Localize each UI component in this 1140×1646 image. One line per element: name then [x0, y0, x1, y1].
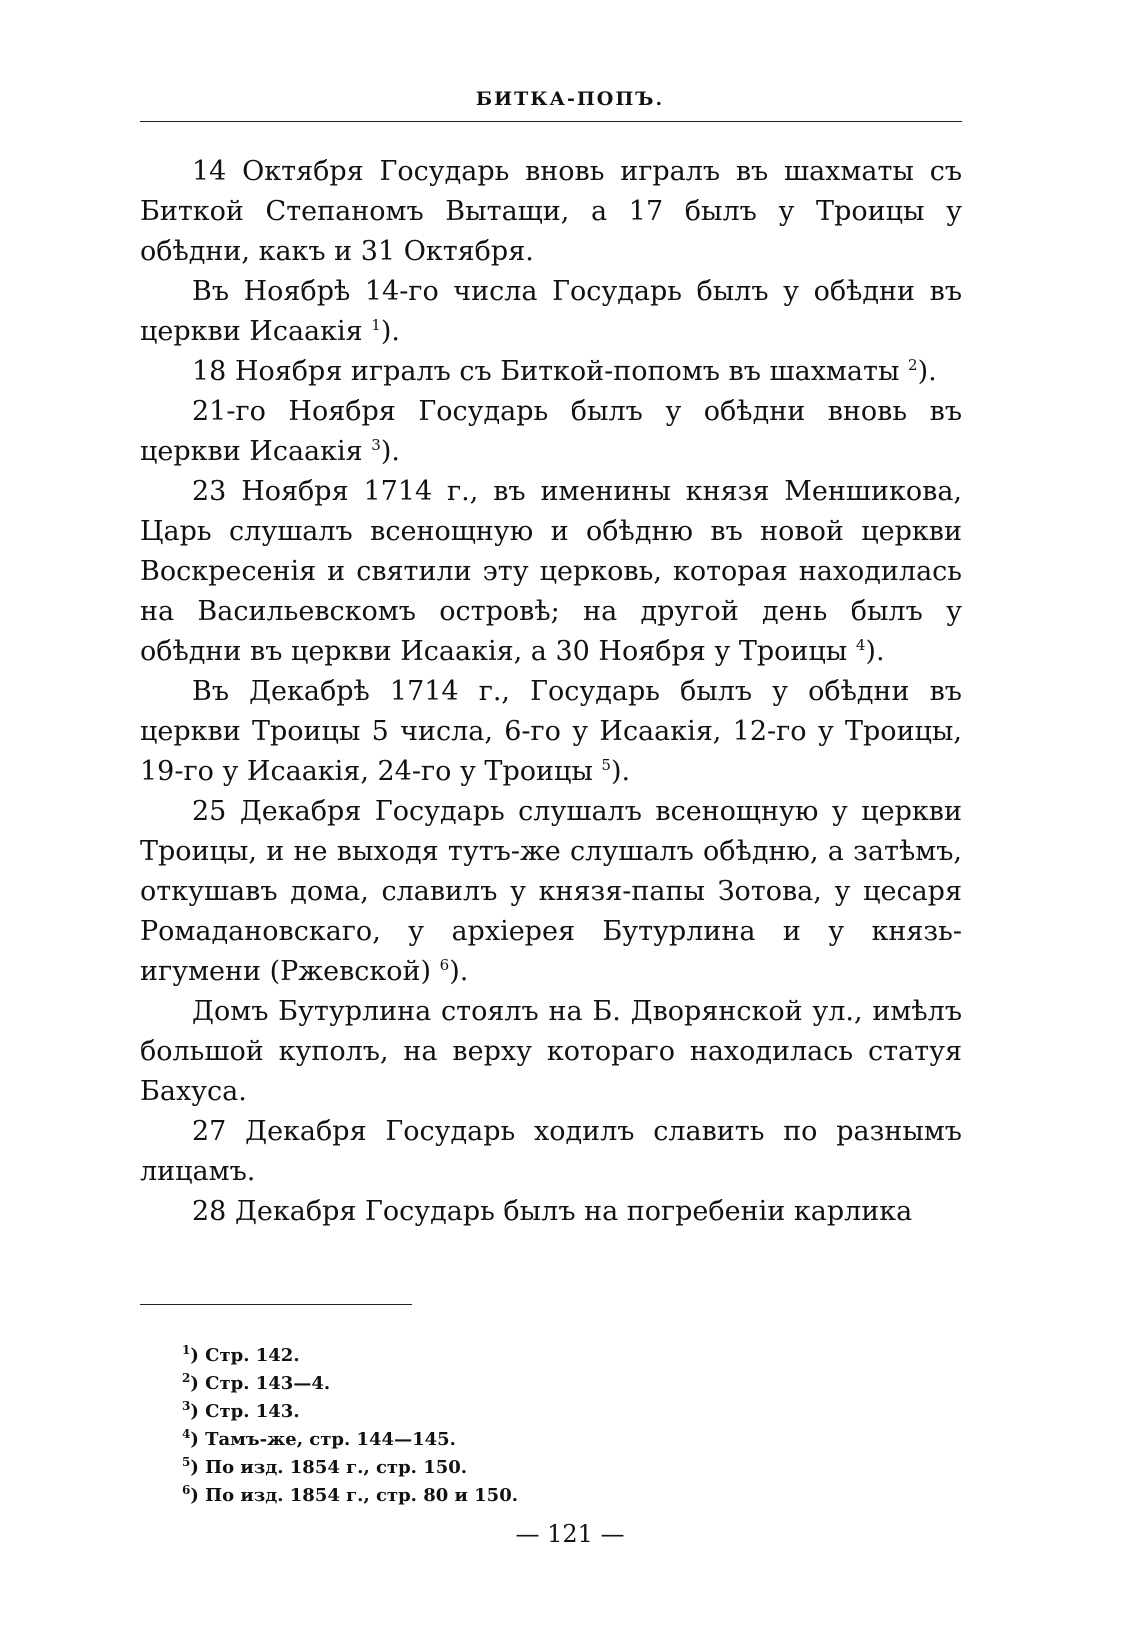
paragraph: [140, 672, 962, 792]
paragraph-text: Домъ Бутурлина стоялъ на Б. Дворянской ул., имѣлъ большой куполъ, на верху котораго находилась статуя Бахуса.: [140, 996, 962, 1107]
paragraph-text: Въ Ноябрѣ 14-го числа Государь былъ у обѣдни въ церкви Исаакія: [140, 276, 962, 347]
footnote: [182, 1454, 518, 1482]
paragraph-text: ).: [917, 356, 937, 387]
paragraph-text: 27 Декабря Государь ходилъ славить по разнымъ лицамъ.: [140, 1116, 962, 1187]
paragraph-text: ).: [449, 956, 469, 987]
paragraph: [140, 792, 962, 992]
footnote: [182, 1370, 518, 1398]
paragraph: [140, 152, 962, 272]
paragraph-text: 23 Ноября 1714 г., въ именины князя Меншикова, Царь слушалъ всенощную и обѣдню въ новой церкви Воскресенія и святили эту церковь, которая находилась на Васильевскомъ островѣ; на другой день былъ у обѣдни въ церкви Исаакія, а 30 Ноября у Троицы: [140, 476, 962, 667]
paragraph: [140, 1112, 962, 1192]
paragraph: [140, 352, 962, 392]
paragraph-text: 18 Ноября игралъ съ Биткой-попомъ въ шахматы: [192, 356, 909, 387]
footnote-mark: 5: [182, 1455, 191, 1469]
paragraph-text: 28 Декабря Государь былъ на погребеніи карлика: [192, 1196, 913, 1227]
footnote-mark: 3: [182, 1399, 191, 1413]
footnote: [182, 1342, 518, 1370]
footnote-reference: 3: [371, 436, 381, 454]
paragraph-text: 21-го Ноября Государь былъ у обѣдни вновь въ церкви Исаакія: [140, 396, 962, 467]
footnote-text: ) По изд. 1854 г., стр. 150.: [190, 1457, 468, 1478]
paragraph: [140, 392, 962, 472]
paragraph: [140, 1192, 962, 1232]
footnote-text: ) По изд. 1854 г., стр. 80 и 150.: [190, 1485, 518, 1506]
paragraph: [140, 992, 962, 1112]
paragraph-text: ).: [865, 636, 885, 667]
paragraph: [140, 472, 962, 672]
paragraph-text: ).: [610, 756, 631, 787]
footnote-reference: 1: [371, 316, 381, 334]
footnote-text: ) Стр. 143.: [190, 1401, 300, 1422]
footnote: [182, 1482, 518, 1510]
footnote-text: ) Тамъ-же, стр. 144—145.: [190, 1429, 456, 1450]
footnote-mark: 6: [182, 1483, 191, 1497]
footnote-mark: 4: [182, 1427, 191, 1441]
paragraph-text: ).: [380, 436, 400, 467]
page-header: БИТКА-ПОПЪ.: [475, 88, 665, 110]
paragraph-text: 14 Октября Государь вновь игралъ въ шахматы съ Биткой Степаномъ Вытащи, а 17 былъ у Троицы у обѣдни, какъ и 31 Октября.: [140, 156, 962, 267]
footnote-reference: 2: [908, 356, 918, 374]
paragraph-text: ).: [380, 316, 400, 347]
footnote-mark: 2: [182, 1371, 191, 1385]
footnotes: [182, 1342, 518, 1510]
footnote: [182, 1426, 518, 1454]
footnote-reference: 4: [855, 636, 866, 654]
footnote-text: ) Стр. 143—4.: [190, 1373, 331, 1394]
footnote-text: ) Стр. 142.: [190, 1345, 300, 1366]
footnote-reference: 5: [601, 756, 611, 774]
paragraph-text: Въ Декабрѣ 1714 г., Государь былъ у обѣдни въ церкви Троицы 5 числа, 6-го у Исаакія, 12-го у Троицы, 19-го у Исаакія, 24-го у Троицы: [140, 676, 962, 787]
footnote: [182, 1398, 518, 1426]
header-rule: [140, 121, 962, 122]
footnote-mark: 1: [182, 1343, 191, 1357]
body-text: [140, 152, 962, 1232]
footnote-rule: [140, 1304, 412, 1305]
paragraph-text: 25 Декабря Государь слушалъ всенощную у церкви Троицы, и не выходя тутъ-же слушалъ обѣдню, а затѣмъ, откушавъ дома, славилъ у князя-папы Зотова, у цесаря Ромадановскаго, у архіерея Бутурлина и у князь-игумени (Ржевской): [140, 796, 962, 987]
paragraph: [140, 272, 962, 352]
footnote-reference: 6: [439, 956, 450, 974]
page-number: — 121 —: [515, 1520, 625, 1548]
